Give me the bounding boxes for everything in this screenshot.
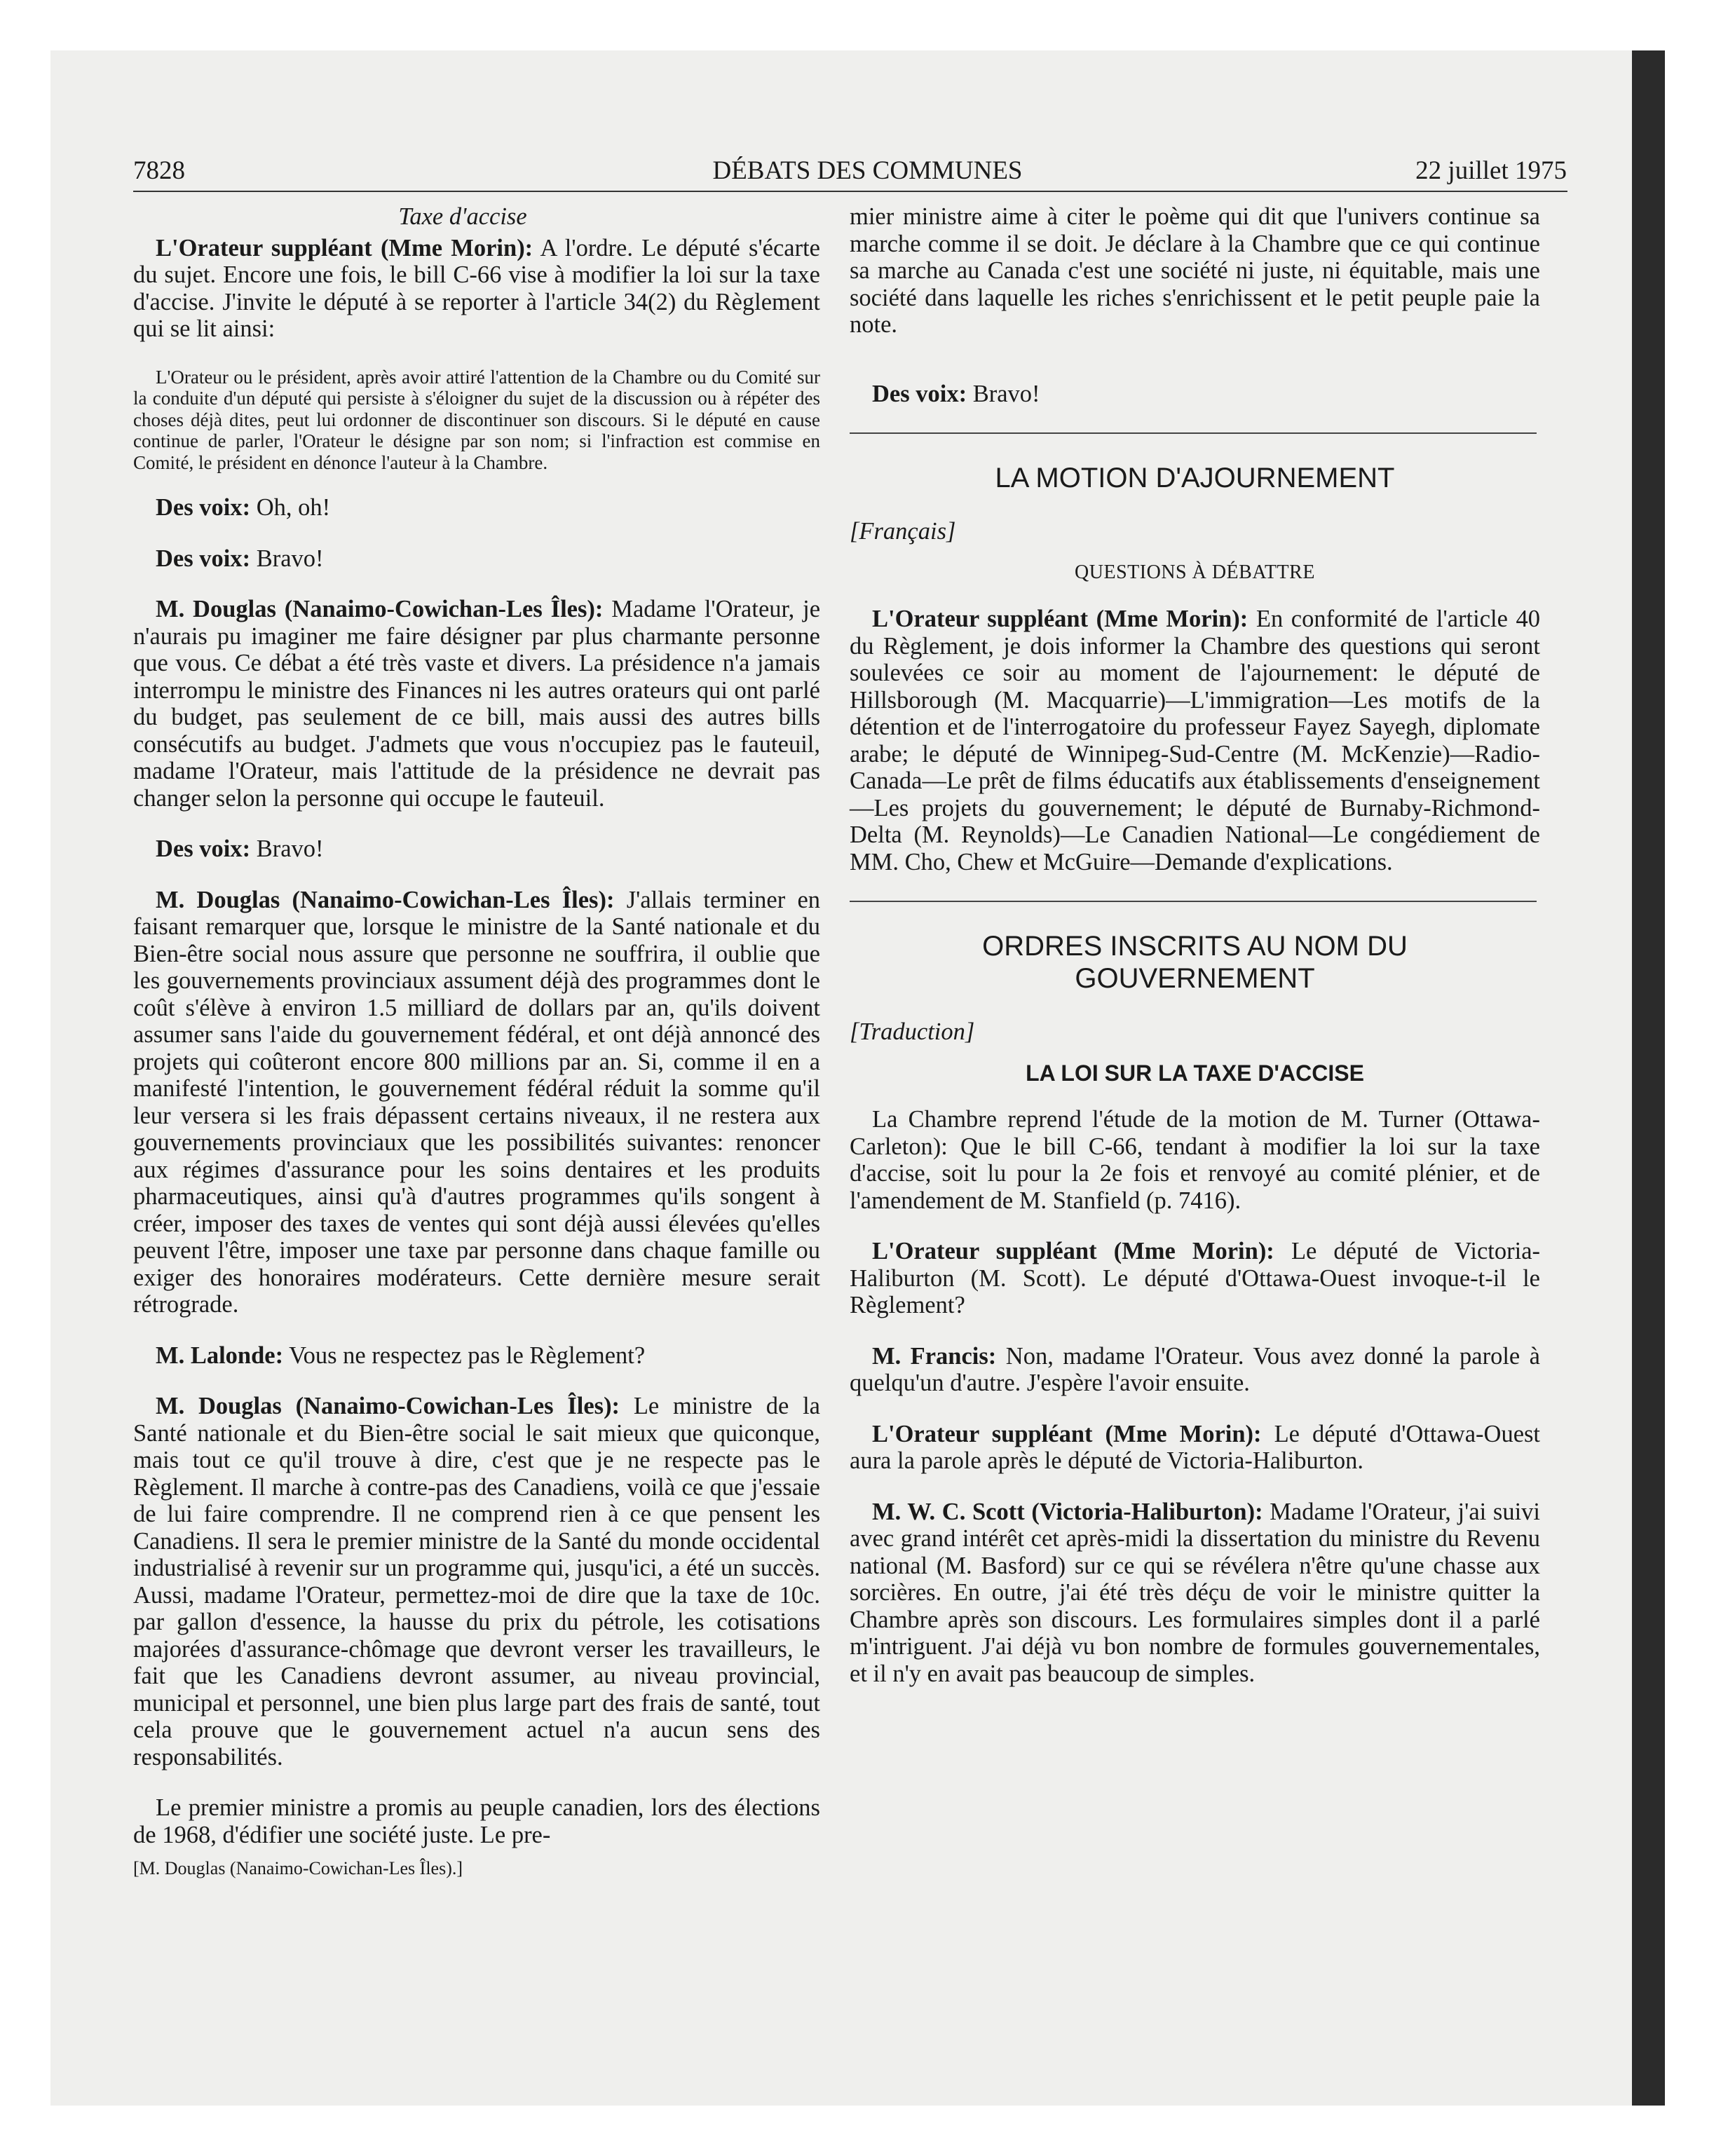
- speech-text: Madame l'Orateur, je n'aurais pu imaginer me faire désigner par plus charmante personne que vous. Ce débat a été très vaste et divers. La présidence n'a jamais interrompu le ministre des Finances ni les autres orateurs qui ont parlé du budget, pas seulement de ce bill, mais aussi des autres bills consécutifs au budget. J'admets que vous n'occupiez pas le fauteuil, madame l'Orateur, mais l'attitude de la présidence ne devrait pas changer selon la personne qui occupe le fauteuil.: [133, 596, 821, 812]
- section-title-line: ORDRES INSCRITS AU NOM DU: [982, 931, 1408, 962]
- speech-text: J'allais terminer en faisant remarquer que, lorsque le ministre de la Santé nationale et du Bien-être social nous assure que personne ne souffrira, il oublie que les gouvernements provinciaux assument déjà des programmes dont le coût s'élève à environ 1.5 milliard de dollars par an, qu'ils doivent assumer sans l'aide du gouvernement fédéral, et ont déjà annoncé des projets qui coûteront encore 800 millions par an. Si, comme il en a manifesté l'intention, le gouvernement fédéral réduit la somme qu'il leur versera si les frais dépassent certains niveaux, il ne restera aux gouvernements provinciaux que les possibilités suivantes: renoncer aux régimes d'assurance pour les soins dentaires et les produits pharmaceutiques, ainsi qu'à d'autres programmes qu'ils songent à créer, imposer des taxes de ventes qui sont déjà aussi élevées qu'elles peuvent l'être, imposer une taxe par personne dans chaque famille ou exiger des honoraires modérateurs. Cette dernière mesure serait rétrograde.: [133, 886, 821, 1318]
- language-tag: [Traduction]: [850, 1018, 975, 1045]
- paragraph: [133, 1393, 820, 1770]
- speaker: Des voix:: [156, 545, 251, 572]
- paragraph: [850, 606, 1540, 875]
- speaker: M. Lalonde:: [156, 1342, 284, 1369]
- speaker: M. Francis:: [872, 1342, 997, 1370]
- speech-text: Vous ne respectez pas le Règlement?: [289, 1342, 646, 1369]
- speaker-footer: [M. Douglas (Nanaimo-Cowichan-Les Îles).]: [133, 1858, 463, 1878]
- speech-text: Le député d'Ottawa-Ouest aura la parole après le député de Victoria-Haliburton.: [850, 1420, 1541, 1474]
- speech-text: Madame l'Orateur, j'ai suivi avec grand intérêt cet après-midi la dissertation du ministre du Revenu national (M. Basford) sur ce qui se révélera n'être qu'une chasse aux sorcières. En outre, j'ai été très déçu de voir le ministre quitter la Chambre après son discours. Les formulaires simples dont il a parlé m'intriguent. J'ai déjà vu bon nombre de formules gouvernementales, et il n'y en avait pas beaucoup de simples.: [850, 1498, 1540, 1687]
- header-rule: [133, 191, 1567, 192]
- speaker: Des voix:: [156, 494, 251, 521]
- page-title: DÉBATS DES COMMUNES: [712, 156, 1023, 185]
- speaker: L'Orateur suppléant (Mme Morin):: [156, 234, 533, 261]
- speech-text: Le député de Victoria-Haliburton (M. Scott). Le député d'Ottawa-Ouest invoque-t-il le Règlement?: [850, 1238, 1541, 1318]
- paragraph: [133, 545, 820, 573]
- speech-text: En conformité de l'article 40 du Règlement, je dois informer la Chambre des questions qui seront soulevées ce soir au moment de l'ajournement: le député de Hillsborough (M. Macquarrie)—L'immigration—Les motifs de la détention et de l'interrogatoire du professeur Fayez Sayegh, diplomate arabe; le député de Winnipeg-Sud-Centre (M. McKenzie)—Radio-Canada—Le prêt de films éducatifs aux établissements d'enseignement—Les projets du gouvernement; le député de Burnaby-Richmond-Delta (M. Reynolds)—Le Canadien National—Le congédiement de MM. Cho, Chew et McGuire—Demande d'explications.: [850, 606, 1541, 875]
- paragraph: [850, 1421, 1540, 1475]
- paragraph: [850, 1343, 1540, 1397]
- right-column: [850, 203, 1540, 1711]
- paragraph: mier ministre aime à citer le poème qui dit que l'univers continue sa marche comme il se doit. Je déclare à la Chambre que ce qui continue sa marche au Canada c'est une société ni juste, ni équitable, mais une société dans laquelle les riches s'enrichissent et le petit peuple paie la note.: [850, 203, 1540, 338]
- subheading: QUESTIONS À DÉBATTRE: [1075, 561, 1315, 583]
- speech-text: Bravo!: [256, 545, 324, 572]
- section-title-line: GOUVERNEMENT: [1075, 963, 1315, 994]
- paragraph: [133, 494, 820, 521]
- scan-edge-shadow: [1632, 50, 1665, 2106]
- speech-text: Bravo!: [972, 380, 1040, 407]
- left-column: [133, 203, 820, 1883]
- language-tag: [Français]: [850, 518, 956, 545]
- section-divider: [850, 432, 1537, 434]
- section-label: Taxe d'accise: [398, 203, 527, 230]
- speech-text: A l'ordre. Le député s'écarte du sujet. Encore une fois, le bill C-66 vise à modifier la loi sur la taxe d'accise. J'invite le député à se reporter à l'article 34(2) du Règlement qui se lit ainsi:: [133, 234, 820, 342]
- speaker: M. Douglas (Nanaimo-Cowichan-Les Îles):: [156, 596, 604, 622]
- quote-text: L'Orateur ou le président, après avoir attiré l'attention de la Chambre ou du Comité sur la conduite d'un député qui persiste à s'éloigner du sujet de la discussion ou à répéter des choses déjà dites, peut lui ordonner de discontinuer son discours. Si le député en cause continue de parler, l'Orateur le désigne par son nom; si l'infraction est commise en Comité, le président en dénonce l'auteur à la Chambre.: [133, 366, 820, 473]
- speech-text: Oh, oh!: [256, 494, 331, 521]
- rule-quote: [133, 367, 820, 474]
- page-number: 7828: [133, 156, 185, 185]
- subheading: LA LOI SUR LA TAXE D'ACCISE: [1026, 1060, 1364, 1086]
- speaker: L'Orateur suppléant (Mme Morin):: [872, 1238, 1274, 1264]
- paragraph: La Chambre reprend l'étude de la motion de M. Turner (Ottawa-Carleton): Que le bill C-66, tendant à modifier la loi sur la taxe d'accise, soit lu pour la 2e fois et renvoyé au comité plénier, et de l'amendement de M. Stanfield (p. 7416).: [850, 1106, 1540, 1214]
- paragraph: [133, 835, 820, 863]
- paragraph: [133, 887, 820, 1318]
- paragraph: Le premier ministre a promis au peuple canadien, lors des élections de 1968, d'édifier une société juste. Le pre-: [133, 1794, 820, 1848]
- paragraph: [850, 1499, 1540, 1688]
- speech-text: Non, madame l'Orateur. Vous avez donné la parole à quelqu'un d'autre. J'espère l'avoir ensuite.: [850, 1342, 1540, 1396]
- paragraph: [850, 381, 1540, 408]
- speaker: M. Douglas (Nanaimo-Cowichan-Les Îles):: [156, 1393, 620, 1419]
- speech-text: Bravo!: [256, 835, 324, 862]
- speaker: Des voix:: [872, 380, 967, 407]
- paragraph: [133, 235, 820, 343]
- speaker: M. Douglas (Nanaimo-Cowichan-Les Îles):: [156, 886, 615, 913]
- paragraph: [850, 1238, 1540, 1319]
- page-date: 22 juillet 1975: [1415, 156, 1567, 185]
- paragraph: [133, 596, 820, 812]
- speech-text: Le ministre de la Santé nationale et du Bien-être social le sait mieux que quiconque, mais tout ce qu'il trouve à dire, c'est que je ne respecte pas le Règlement. Il marche à contre-pas des Canadiens, voilà ce que j'essaie de lui faire comprendre. Il ne comprend rien à ce que pensent les Canadiens. Il sera le premier ministre de la Santé du monde occidental industrialisé à revenir sur un programme qui, jusqu'ici, a été un succès. Aussi, madame l'Orateur, permettez-moi de dire que la taxe de 10c. par gallon d'essence, la hausse du prix du pétrole, les cotisations majorées d'assurance-chômage que devront verser les travailleurs, le fait que les Canadiens devront assumer, au niveau provincial, municipal et personnel, une bien plus large part des frais de santé, tout cela prouve que le gouvernement actuel n'a aucun sens des responsabilités.: [133, 1393, 820, 1770]
- speaker: Des voix:: [156, 835, 251, 862]
- speaker: L'Orateur suppléant (Mme Morin):: [872, 606, 1248, 632]
- speaker: L'Orateur suppléant (Mme Morin):: [872, 1420, 1262, 1447]
- speaker: M. W. C. Scott (Victoria-Haliburton):: [872, 1498, 1263, 1525]
- section-title: LA MOTION D'AJOURNEMENT: [995, 463, 1395, 493]
- paragraph: [133, 1342, 820, 1370]
- section-title: [850, 930, 1540, 995]
- section-divider: [850, 901, 1537, 902]
